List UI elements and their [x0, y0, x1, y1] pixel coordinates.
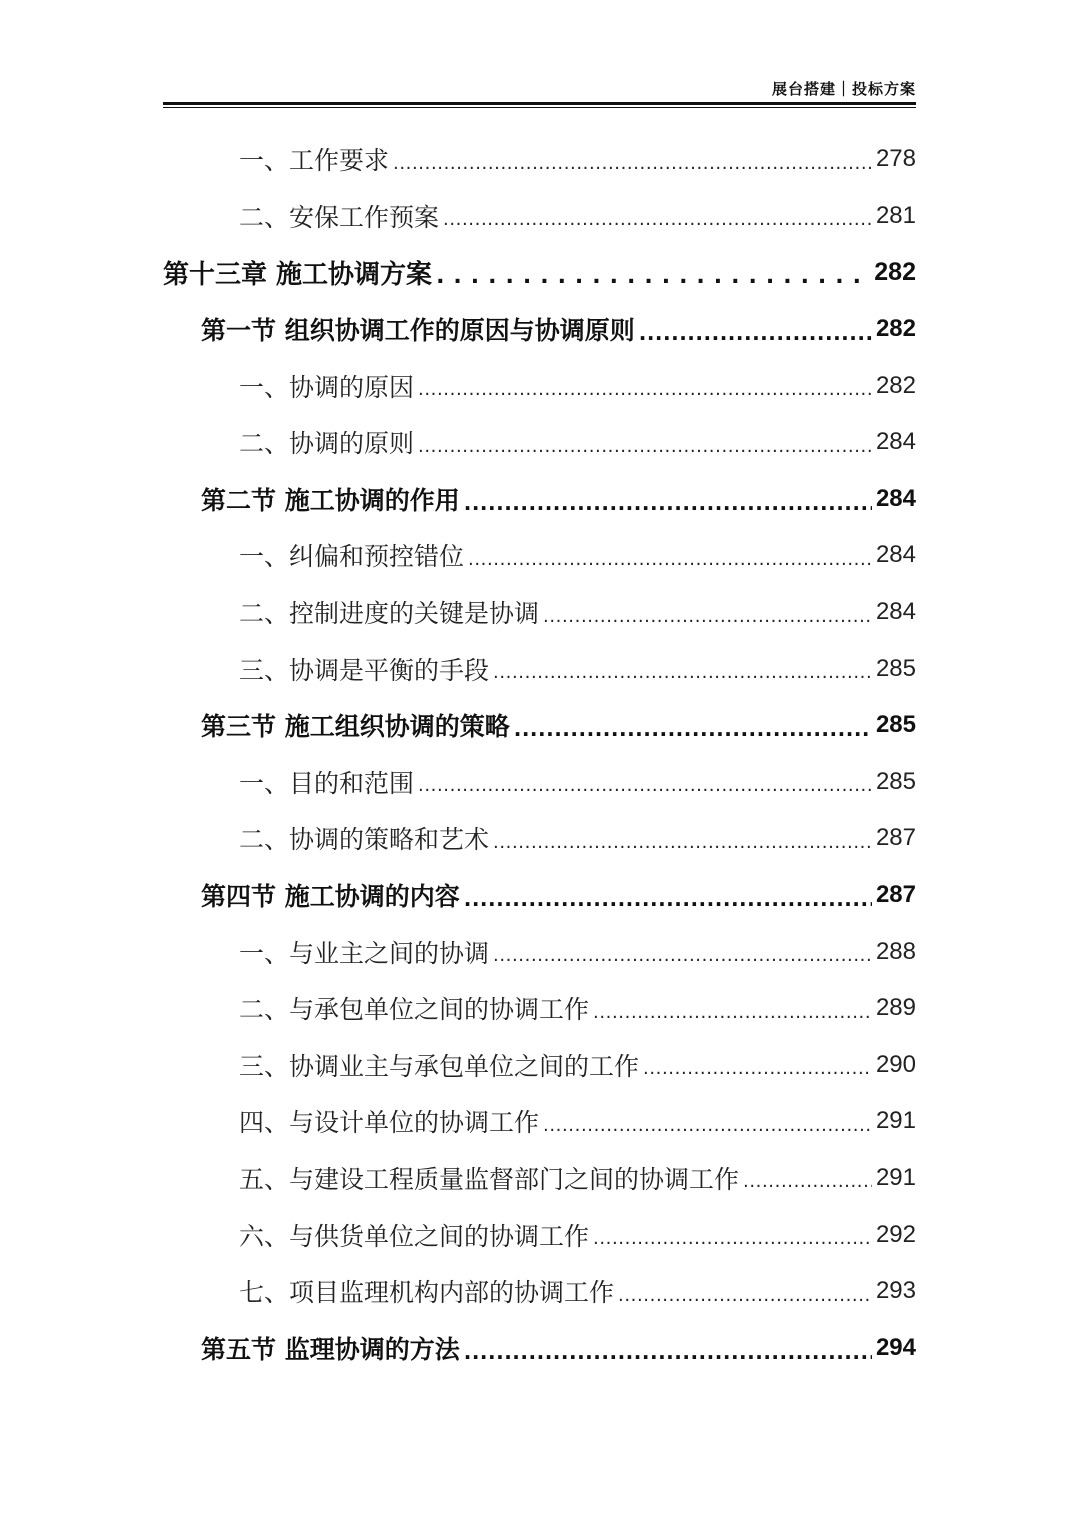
header-rule-thin — [163, 107, 916, 108]
toc-page-number: 282 — [875, 371, 916, 399]
dot-leader — [593, 1002, 872, 1023]
dot-leader — [436, 264, 870, 289]
toc-entry-section[interactable] — [163, 867, 916, 924]
toc-entry-item[interactable] — [163, 754, 916, 811]
dot-leader — [514, 717, 872, 741]
dot-leader — [643, 1058, 872, 1079]
toc-entry-item[interactable] — [163, 527, 916, 584]
toc-entry-title: 二、协调的原则 — [239, 429, 415, 459]
dot-leader — [464, 491, 872, 515]
toc-entry-title: 第三节 施工组织协调的策略 — [201, 712, 510, 742]
dot-leader — [418, 775, 872, 796]
dot-leader — [493, 832, 872, 853]
toc-page-number: 285 — [875, 711, 916, 739]
dot-leader — [593, 1228, 872, 1249]
toc-page-number: 287 — [875, 824, 916, 852]
toc-page-number: 285 — [875, 767, 916, 795]
toc-page-number: 282 — [874, 257, 916, 286]
toc-entry-item[interactable] — [163, 1037, 916, 1094]
dot-leader — [418, 379, 872, 400]
toc-entry-item[interactable] — [163, 980, 916, 1037]
dot-leader — [493, 945, 872, 966]
toc-entry-item[interactable] — [163, 131, 916, 188]
toc-entry-item[interactable] — [163, 357, 916, 414]
dot-leader — [468, 549, 872, 570]
table-of-contents — [163, 131, 916, 1376]
toc-entry-title: 一、与业主之间的协调 — [239, 938, 490, 968]
toc-entry-title: 第二节 施工协调的作用 — [201, 485, 460, 515]
toc-page-number: 282 — [875, 315, 916, 343]
toc-page-number: 294 — [875, 1333, 916, 1361]
toc-entry-item[interactable] — [163, 1263, 916, 1320]
dot-leader — [543, 606, 872, 627]
toc-entry-section[interactable] — [163, 471, 916, 528]
dot-leader — [493, 662, 872, 683]
toc-page-number: 289 — [875, 994, 916, 1022]
toc-entry-title: 七、项目监理机构内部的协调工作 — [239, 1278, 615, 1308]
toc-entry-title: 六、与供货单位之间的协调工作 — [239, 1221, 590, 1251]
dot-leader — [464, 887, 872, 911]
toc-entry-title: 二、安保工作预案 — [239, 202, 440, 232]
toc-entry-title: 二、协调的策略和艺术 — [239, 825, 490, 855]
toc-page-number: 291 — [875, 1163, 916, 1191]
toc-entry-title: 二、控制进度的关键是协调 — [239, 599, 540, 629]
toc-entry-item[interactable] — [163, 584, 916, 641]
toc-entry-item[interactable] — [163, 810, 916, 867]
toc-entry-item[interactable] — [163, 414, 916, 471]
dot-leader — [639, 321, 872, 345]
dot-leader — [418, 436, 872, 457]
toc-entry-item[interactable] — [163, 1093, 916, 1150]
toc-entry-item[interactable] — [163, 640, 916, 697]
toc-entry-title: 第一节 组织协调工作的原因与协调原则 — [201, 316, 635, 346]
toc-page-number: 284 — [875, 484, 916, 512]
toc-entry-chapter[interactable] — [163, 244, 916, 301]
toc-page-number: 293 — [875, 1277, 916, 1305]
toc-page-number: 285 — [875, 654, 916, 682]
toc-entry-item[interactable] — [163, 188, 916, 245]
toc-entry-title: 四、与设计单位的协调工作 — [239, 1108, 540, 1138]
toc-entry-title: 一、目的和范围 — [239, 768, 415, 798]
dot-leader — [443, 209, 872, 230]
toc-entry-title: 一、协调的原因 — [239, 372, 415, 402]
toc-entry-title: 三、协调业主与承包单位之间的工作 — [239, 1051, 640, 1081]
dot-leader — [743, 1171, 872, 1192]
toc-entry-title: 第四节 施工协调的内容 — [201, 882, 460, 912]
dot-leader — [464, 1340, 872, 1364]
toc-entry-item[interactable] — [163, 923, 916, 980]
toc-entry-title: 五、与建设工程质量监督部门之间的协调工作 — [239, 1164, 740, 1194]
dot-leader — [393, 153, 872, 174]
toc-page-number: 288 — [875, 937, 916, 965]
header-rule-thick — [163, 102, 916, 105]
toc-page-number: 284 — [875, 598, 916, 626]
toc-entry-title: 第十三章 施工协调方案 — [163, 259, 433, 290]
toc-entry-item[interactable] — [163, 1206, 916, 1263]
toc-page-number: 291 — [875, 1107, 916, 1135]
toc-entry-section[interactable] — [163, 1319, 916, 1376]
running-header: 展台搭建｜投标方案 — [771, 80, 916, 98]
toc-page-number: 281 — [875, 201, 916, 229]
toc-entry-title: 三、协调是平衡的手段 — [239, 655, 490, 685]
toc-page-number: 290 — [875, 1050, 916, 1078]
dot-leader — [543, 1115, 872, 1136]
toc-page-number: 284 — [875, 428, 916, 456]
toc-entry-title: 二、与承包单位之间的协调工作 — [239, 995, 590, 1025]
toc-entry-title: 第五节 监理协调的方法 — [201, 1334, 460, 1364]
toc-entry-section[interactable] — [163, 697, 916, 754]
toc-page-number: 292 — [875, 1220, 916, 1248]
toc-entry-section[interactable] — [163, 301, 916, 358]
dot-leader — [618, 1285, 872, 1306]
toc-entry-item[interactable] — [163, 1150, 916, 1207]
toc-entry-title: 一、工作要求 — [239, 146, 390, 176]
toc-page-number: 284 — [875, 541, 916, 569]
toc-entry-title: 一、纠偏和预控错位 — [239, 542, 465, 572]
toc-page-number: 278 — [875, 145, 916, 173]
toc-page-number: 287 — [875, 881, 916, 909]
